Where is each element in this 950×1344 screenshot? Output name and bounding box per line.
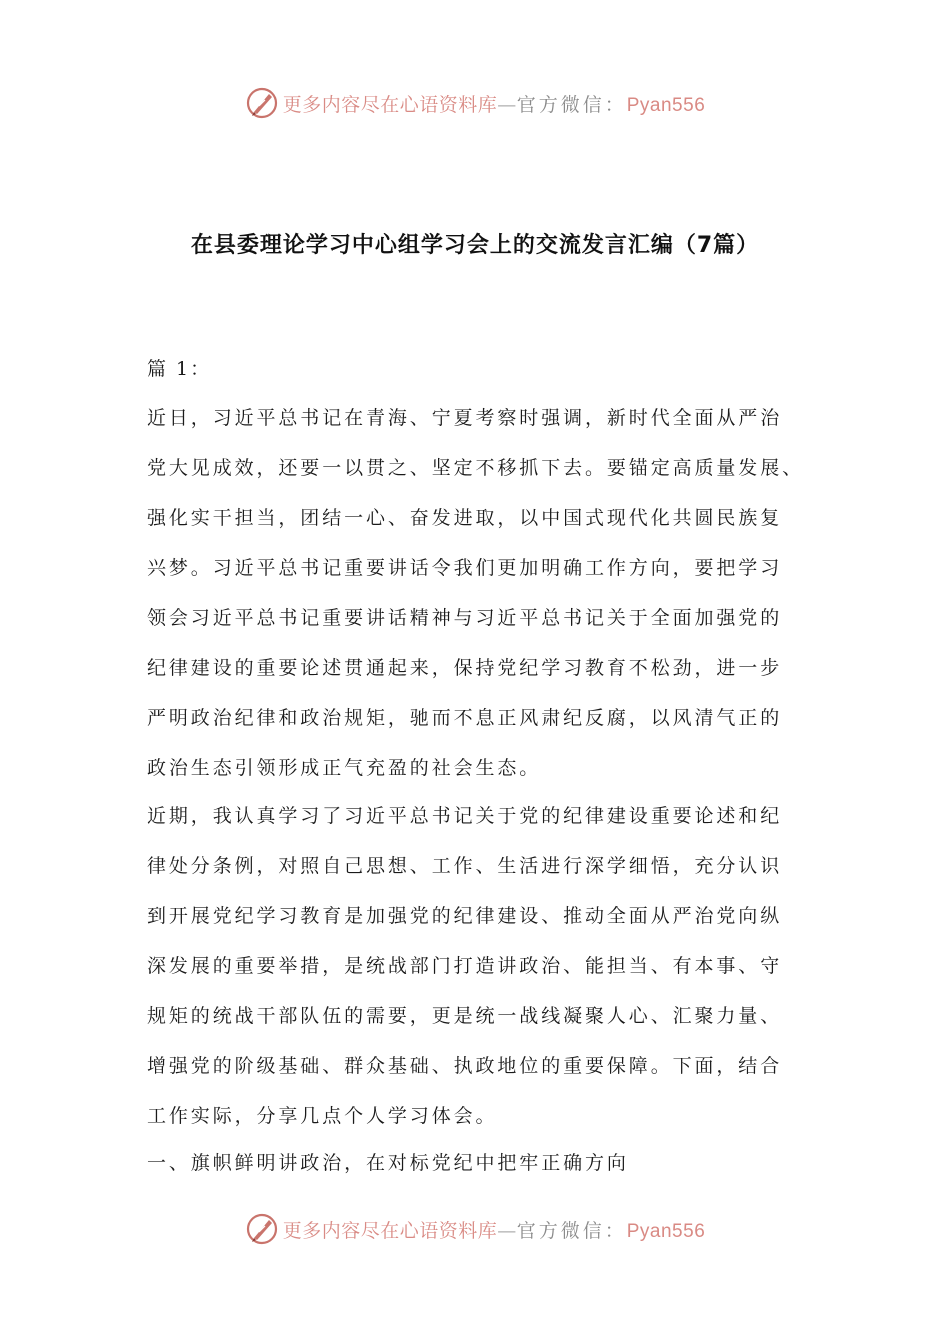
- paragraph-line: 近日，习近平总书记在青海、宁夏考察时强调，新时代全面从严治: [147, 407, 783, 429]
- paragraph-line: 工作实际，分享几点个人学习体会。: [147, 1105, 498, 1127]
- paragraph-line: 强化实干担当，团结一心、奋发进取，以中国式现代化共圆民族复: [147, 507, 783, 529]
- paragraph-line: 领会习近平总书记重要讲话精神与习近平总书记关于全面加强党的: [147, 607, 783, 629]
- document-title: 在县委理论学习中心组学习会上的交流发言汇编（7篇）: [190, 233, 760, 258]
- watermark-banner-bottom: [0, 1209, 950, 1249]
- paragraph-line: 律处分条例，对照自己思想、工作、生活进行深学细悟，充分认识: [147, 855, 783, 877]
- watermark-banner-top: [0, 83, 950, 123]
- paragraph-line: 党大见成效，还要一以贯之、坚定不移抓下去。要锚定高质量发展、: [147, 457, 805, 479]
- paragraph-line: 规矩的统战干部队伍的需要，更是统一战线凝聚人心、汇聚力量、: [147, 1005, 783, 1027]
- paragraph-line: 增强党的阶级基础、群众基础、执政地位的重要保障。下面，结合: [147, 1055, 783, 1077]
- paragraph-line: 近期，我认真学习了习近平总书记关于党的纪律建设重要论述和纪: [147, 805, 783, 827]
- paragraph-2: [147, 791, 817, 1141]
- quill-pen-circle-icon: [245, 86, 279, 120]
- paragraph-1: [147, 393, 817, 793]
- paragraph-line: 政治生态引领形成正气充盈的社会生态。: [147, 757, 542, 779]
- paragraph-line: 深发展的重要举措，是统战部门打造讲政治、能担当、有本事、守: [147, 955, 783, 977]
- paragraph-line: 纪律建设的重要论述贯通起来，保持党纪学习教育不松劲，进一步: [147, 657, 783, 679]
- paragraph-line: 兴梦。习近平总书记重要讲话令我们更加明确工作方向，要把学习: [147, 557, 783, 579]
- paragraph-line: 到开展党纪学习教育是加强党的纪律建设、推动全面从严治党向纵: [147, 905, 783, 927]
- watermark-text: 更多内容尽在心语资料库—官方微信：Pyan556: [282, 1219, 706, 1242]
- section-label: 篇 1：: [147, 358, 212, 380]
- section-heading-1: 一、旗帜鲜明讲政治，在对标党纪中把牢正确方向: [147, 1152, 629, 1174]
- watermark-text: 更多内容尽在心语资料库—官方微信：Pyan556: [282, 93, 706, 116]
- quill-pen-circle-icon: [245, 1212, 279, 1246]
- paragraph-line: 严明政治纪律和政治规矩，驰而不息正风肃纪反腐，以风清气正的: [147, 707, 783, 729]
